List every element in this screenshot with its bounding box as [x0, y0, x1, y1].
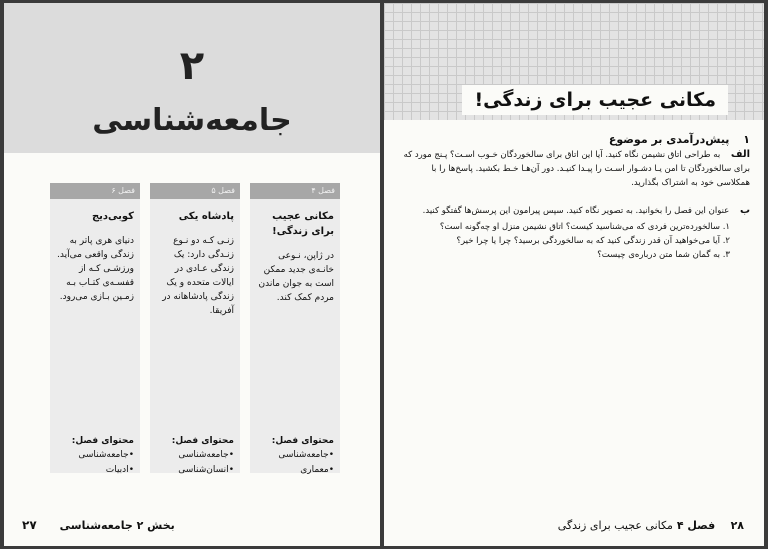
content-item: • جامعه‌شناسی: [54, 448, 134, 463]
unit-header: فصل ۵: [150, 183, 240, 199]
content-item: • جامعه‌شناسی: [154, 448, 234, 463]
footer-unit-title: مکانی عجیب برای زندگی: [557, 519, 673, 532]
unit-content: [54, 435, 134, 478]
left-page: [4, 3, 380, 546]
right-page: [384, 3, 764, 546]
chapter-banner: [4, 3, 380, 153]
unit-description: در ژاپن، نـوعی خانـه‌ی جدید ممکن است به جوان ماندن مردم کمک کند.: [258, 251, 334, 303]
section-heading: [398, 133, 750, 146]
part-b-letter: ب: [739, 205, 750, 216]
question-item: ۲. آیا می‌خواهید آن قدر زندگی کنید که به سالخوردگی برسید؟ چرا یا چرا خیر؟: [456, 236, 730, 246]
chapter-title: جامعه‌شناسی: [92, 103, 292, 138]
part-a-letter: الف: [730, 149, 750, 160]
unit-content: [154, 435, 234, 478]
unit-content: [254, 435, 334, 478]
question-list: [398, 220, 750, 262]
chapter-number: ۲: [179, 43, 205, 89]
unit-card-6: [50, 183, 140, 473]
content-item: • جامعه‌شناسی: [254, 448, 334, 463]
page-number: ۲۷: [22, 518, 37, 532]
question-item: ۳. به گمان شما متن درباره‌ی چیست؟: [597, 250, 730, 260]
content-label: محتوای فصل:: [71, 436, 134, 446]
part-b: [398, 204, 750, 218]
content-label: محتوای فصل:: [271, 436, 334, 446]
question-item: ۱. سالخورده‌ترین فردی که می‌شناسید کیست؟ اتاق نشیمن منزل او چه‌گونه است؟: [439, 222, 730, 232]
unit-title: مکانی عجیب برای زندگی!: [272, 211, 334, 237]
content-item: • انسان‌شناسی: [154, 463, 234, 478]
unit-description: زنـی کـه دو نـوع زنـدگی دارد: یک زندگی عـادی در ایالات متحده و یک زندگی پادشاهانه در آفریقا.: [162, 236, 234, 316]
unit-title: پادشاه یکی: [178, 211, 234, 222]
unit-card-4: [250, 183, 340, 473]
right-footer: [558, 519, 744, 532]
part-a-text: به طراحی اتاق نشیمن نگاه کنید. آیا این اتاق برای سالخوردگان خـوب اسـت؟ پـنج مورد که برای سالخوردگان تا امن یـا دشـوار اسـت را پیـدا کنیـد. دور آن‌هـا خـط بکشید. پاسخ‌ها را با همکلاسی خود به اشتراک بگذارید.: [403, 150, 750, 188]
lesson-title: مکانی عجیب برای زندگی!: [462, 85, 728, 115]
page-number: ۲۸: [730, 519, 744, 532]
footer-section-title: جامعه‌شناسی: [59, 519, 133, 532]
left-footer: [22, 518, 175, 532]
unit-card-5: [150, 183, 240, 473]
unit-header: فصل ۴: [250, 183, 340, 199]
part-a: [398, 148, 750, 190]
unit-header: فصل ۶: [50, 183, 140, 199]
content-item: • ادبیات: [54, 463, 134, 478]
unit-description: دنیای هری پاتر به زندگی واقعی می‌آید. ورزشـی کـه از قفسـه‌ی کتـاب بـه زمـین بـازی می‌رود.: [57, 236, 134, 302]
section-title: پیش‌درآمدی بر موضوع: [608, 133, 730, 146]
unit-title: کوبی‌دیج: [91, 211, 134, 222]
lesson-body: [398, 133, 750, 262]
footer-unit: فصل ۴: [676, 519, 716, 532]
content-label: محتوای فصل:: [171, 436, 234, 446]
section-number: ۱: [743, 133, 750, 146]
part-b-text: عنوان این فصل را بخوانید. به تصویر نگاه کنید. سپس پیرامون این پرسش‌ها گفتگو کنید.: [422, 206, 730, 216]
content-item: • معماری: [254, 463, 334, 478]
footer-section: بخش ۲: [136, 519, 175, 532]
